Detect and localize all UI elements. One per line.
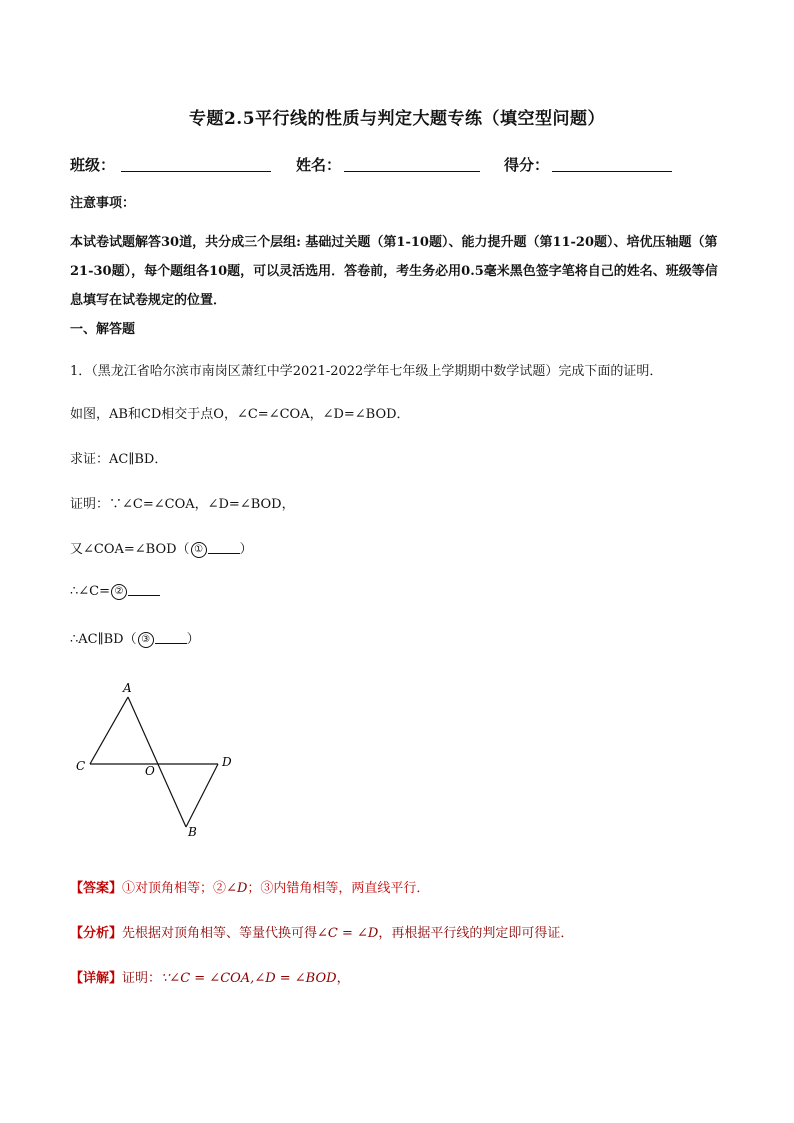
proof-line-3-text: ∴∠C= xyxy=(70,584,111,599)
segment-bd xyxy=(186,764,218,827)
answer-circle-1: ① xyxy=(122,881,136,896)
point-label-a: A xyxy=(123,681,132,695)
point-label-d: D xyxy=(222,755,232,769)
notice-heading: 注意事项： xyxy=(70,196,136,211)
score-blank xyxy=(552,171,672,172)
detail-math: ∵∠C = ∠COA,∠D = ∠BOD xyxy=(161,971,337,986)
analysis-text-2: ，再根据平行线的判定即可得证． xyxy=(378,926,574,941)
detail-line xyxy=(70,967,350,986)
proof-line-1: 证明：∵∠C=∠COA，∠D=∠BOD， xyxy=(70,497,295,512)
fill-blank-3[interactable] xyxy=(155,631,187,644)
proof-line-4 xyxy=(70,628,200,648)
point-label-c: C xyxy=(76,759,86,773)
answer-circle-3: ③ xyxy=(260,881,274,896)
answer-text-2: ∠D xyxy=(226,881,248,896)
question-source: 1．（黑龙江省哈尔滨市南岗区萧红中学2021-2022学年七年级上学期期中数学试题）完成下面的证明． xyxy=(70,364,663,379)
analysis-line xyxy=(70,922,573,941)
analysis-text-1: 先根据对顶角相等、等量代换可得 xyxy=(122,926,318,941)
answer-text-3: ； xyxy=(247,881,261,896)
detail-tag: 【详解】 xyxy=(70,971,123,986)
geometry-figure xyxy=(60,675,260,845)
proof-line-2-text: 又∠COA=∠BOD（ xyxy=(70,542,190,557)
name-blank xyxy=(344,171,480,172)
blank-number-3: ③ xyxy=(138,632,154,648)
answer-tag: 【答案】 xyxy=(70,881,123,896)
detail-text-1: 证明： xyxy=(122,971,162,986)
proof-line-3 xyxy=(70,583,160,600)
blank-number-2: ② xyxy=(111,584,127,600)
close-paren: ） xyxy=(186,632,200,647)
blank-number-1: ① xyxy=(191,542,207,558)
section-heading: 一、解答题 xyxy=(70,322,136,337)
document-title: 专题2.5平行线的性质与判定大题专练（填空型问题） xyxy=(188,109,606,129)
analysis-tag: 【分析】 xyxy=(70,926,123,941)
segment-ab xyxy=(128,697,186,827)
close-paren: ） xyxy=(239,542,253,557)
name-label: 姓名： xyxy=(296,156,342,174)
point-label-o: O xyxy=(145,764,155,778)
proof-line-4-text: ∴AC∥BD（ xyxy=(70,632,137,647)
answer-line xyxy=(70,877,429,896)
score-label: 得分： xyxy=(504,156,550,174)
class-label: 班级： xyxy=(70,156,116,174)
segment-ca xyxy=(90,697,128,764)
analysis-math: ∠C = ∠D xyxy=(317,926,379,941)
answer-text-1: 对顶角相等； xyxy=(135,881,214,896)
point-label-b: B xyxy=(188,825,197,839)
question-given: 如图，AB和CD相交于点O，∠C=∠COA，∠D=∠BOD． xyxy=(70,407,410,422)
fill-blank-1[interactable] xyxy=(208,541,240,554)
answer-text-4: 内错角相等，两直线平行． xyxy=(273,881,430,896)
answer-circle-2: ② xyxy=(213,881,227,896)
notice-body: 本试卷试题解答30道，共分成三个层组: 基础过关题（第1-10题）、能力提升题（第11-20题）、培优压轴题（第21-30题），每个题组各10题，可以灵活选用．答卷前，考生务必用0.5毫米黑色签字笔将自己的姓名、班级等信息填写在试卷规定的位置． xyxy=(70,235,718,308)
question-prove: 求证：AC∥BD． xyxy=(70,452,168,467)
class-blank xyxy=(121,171,271,172)
detail-text-2: ， xyxy=(336,971,350,986)
fill-blank-2[interactable] xyxy=(128,583,160,596)
proof-line-2 xyxy=(70,538,253,558)
